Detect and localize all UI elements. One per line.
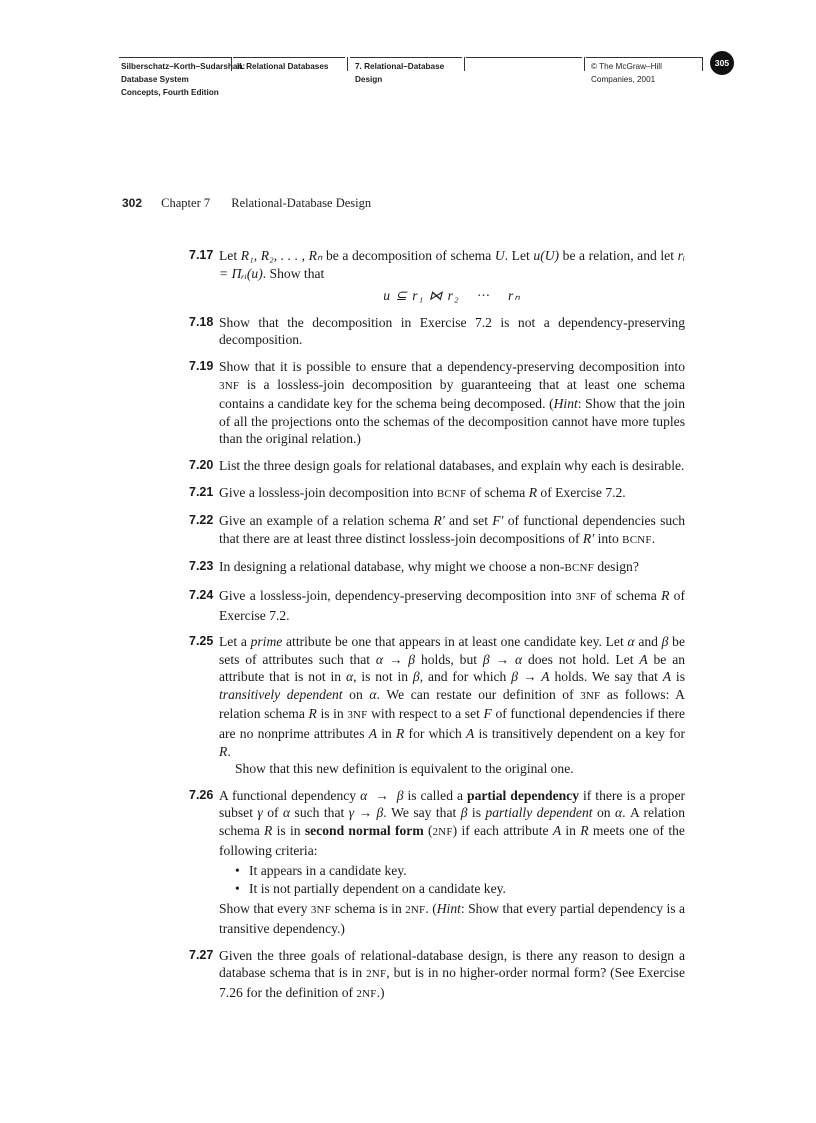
- exercise-7-24: [189, 587, 685, 624]
- chapter-title: Relational-Database Design: [231, 196, 372, 210]
- equation: u ⊆ r₁ ⋈ r₂ ··· rₙ: [383, 288, 521, 304]
- header-divider: [584, 57, 585, 71]
- exercise-text: In designing a relational database, why might we choose a non-BCNF design?: [219, 559, 639, 575]
- exercise-text: Given the three goals of relational-database design, is there any reason to design a database schema that is in 2NF, but is in no higher-order normal form? (See Exercise 7.26 for the definition of 2NF.): [219, 947, 685, 1000]
- exercise-number: 7.19: [189, 358, 214, 373]
- exercise-number: 7.22: [189, 513, 214, 528]
- exercise-7-22: [189, 512, 685, 549]
- exercise-7-26: [189, 787, 685, 938]
- exercise-number: 7.27: [189, 947, 214, 962]
- exercise-number: 7.17: [189, 248, 214, 262]
- header-chapter: 7. Relational–Database Design: [355, 62, 445, 84]
- header-divider: [464, 57, 465, 71]
- exercise-text: Let R₁, R₂, . . . , Rₙ be a decomposition of schema U. Let u(U) be a relation, and let rᵢ = Πᵣᵢ(u). Show that: [219, 248, 686, 281]
- exercise-number: 7.21: [189, 484, 214, 499]
- page-number-badge: 305: [710, 51, 734, 75]
- exercise-7-19: [189, 358, 685, 448]
- exercise-number: 7.18: [189, 314, 214, 329]
- exercise-text: Show that the decomposition in Exercise 7.2 is not a dependency-preserving decomposition.: [219, 314, 685, 348]
- exercise-text: Show that it is possible to ensure that a dependency-preserving decomposition into 3NF is a lossless-join decomposition by guaranteeing that at least one schema contains a candidate key for the schema being decomposed. (Hint: Show that the join of all the projections onto the schemas of the decomposition cannot have more tuples than the original relation.): [219, 358, 686, 447]
- exercise-number: 7.26: [189, 787, 214, 802]
- book-header: [0, 57, 816, 117]
- exercise-number: 7.24: [189, 587, 214, 602]
- running-head: [122, 196, 371, 211]
- page-number: 302: [122, 196, 143, 210]
- exercise-text: Give a lossless-join, dependency-preserving decomposition into 3NF of schema R of Exercise 7.2.: [219, 587, 685, 623]
- exercise-7-25: [189, 633, 685, 778]
- list-item: • It appears in a candidate key.: [239, 862, 685, 880]
- header-publisher: © The McGraw–Hill Companies, 2001: [591, 62, 662, 84]
- exercise-7-27: [189, 947, 685, 1004]
- exercise-7-21: [189, 484, 685, 504]
- exercise-text: Give a lossless-join decomposition into BCNF of schema R of Exercise 7.2.: [219, 484, 626, 500]
- exercise-7-17: [189, 247, 685, 305]
- exercise-7-20: [189, 457, 685, 475]
- exercise-7-18: [189, 314, 685, 349]
- exercise-7-23: [189, 558, 685, 578]
- exercise-text: Let a prime attribute be one that appears in at least one candidate key. Let α and β be sets of attributes such that α → β holds, but β → α does not hold. Let A be an attribute that is not in α, is not in β, and for which β → A holds. We say that A is transitively dependent on α. We can restate our definition of 3NF as follows: A relation schema R is in 3NF with respect to a set F of functional dependencies if there are no nonprime attributes A in R for which A is transitively dependent on a key for R.: [219, 634, 686, 759]
- exercise-text: Give an example of a relation schema R′ and set F′ of functional dependencies such that there are at least three distinct lossless-join decompositions of R′ into BCNF.: [219, 513, 685, 546]
- exercise-text-continued: Show that every 3NF schema is in 2NF. (Hint: Show that every partial dependency is a transitive dependency.): [219, 901, 686, 936]
- chapter-label: Chapter 7: [161, 196, 211, 210]
- exercise-number: 7.23: [189, 559, 214, 574]
- header-divider: [347, 57, 348, 71]
- criteria-list: [219, 862, 685, 897]
- header-part: II. Relational Databases: [237, 62, 329, 71]
- header-book-title: Silberschatz–Korth–Sudarshan: Database System Concepts, Fourth Edition: [121, 62, 246, 97]
- exercise-number: 7.25: [189, 634, 214, 649]
- exercise-list: [189, 247, 685, 1012]
- header-rule: [466, 57, 582, 58]
- exercise-text-continued: Show that this new definition is equivalent to the original one.: [235, 761, 574, 777]
- exercise-number: 7.20: [189, 457, 214, 472]
- exercise-text: A functional dependency α → β is called a partial dependency if there is a proper subset γ of α such that γ → β. We say that β is partially dependent on α. A relation schema R is in second normal form (2NF) if each attribute A in R meets one of the following criteria:: [219, 787, 686, 858]
- header-divider: [702, 57, 703, 71]
- list-item: • It is not partially dependent on a candidate key.: [239, 880, 685, 898]
- exercise-text: List the three design goals for relational databases, and explain why each is desirable.: [219, 457, 685, 473]
